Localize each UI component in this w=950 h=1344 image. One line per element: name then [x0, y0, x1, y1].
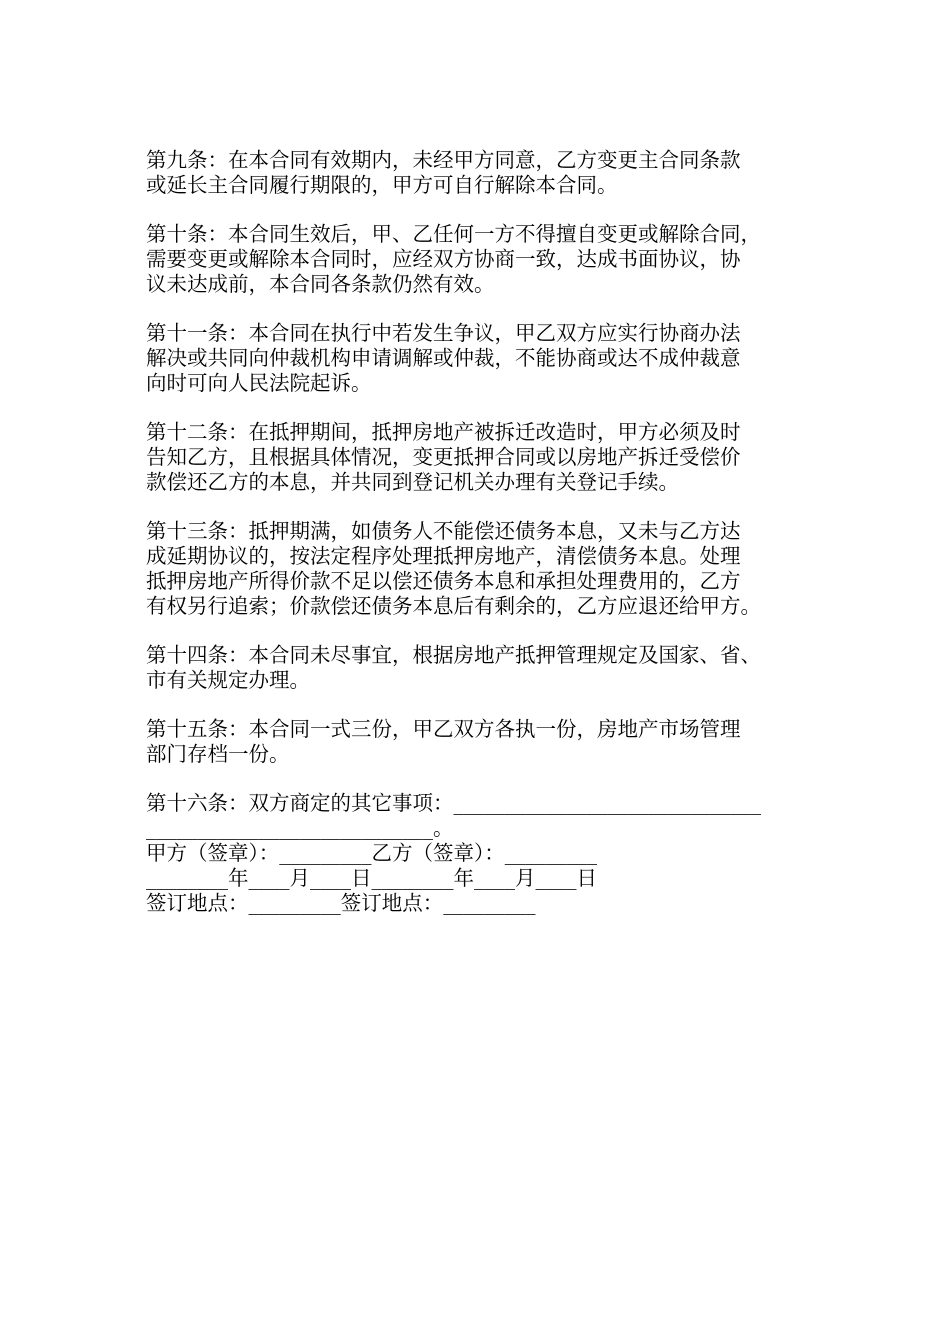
- clause-line: 需要变更或解除本合同时，应经双方协商一致，达成书面协议，协: [146, 247, 741, 271]
- clause-line: 向时可向人民法院起诉。: [146, 371, 372, 395]
- other-matters-continuation: ____________________________。: [146, 816, 454, 840]
- clause-15: [146, 717, 826, 767]
- clause-line: 市有关规定办理。: [146, 668, 310, 692]
- party-signatures: 甲方（签章）：_________乙方（签章）：_________: [146, 841, 597, 865]
- clause-12: [146, 420, 826, 495]
- clause-line: 告知乙方，且根据具体情况，变更抵押合同或以房地产拆迁受偿价: [146, 445, 741, 469]
- clause-line: 议未达成前，本合同各条款仍然有效。: [146, 272, 495, 296]
- clause-9: [146, 148, 826, 198]
- clause-line: 或延长主合同履行期限的，甲方可自行解除本合同。: [146, 173, 618, 197]
- clause-line: 第十一条：本合同在执行中若发生争议，甲乙双方应实行协商办法: [146, 321, 741, 345]
- clause-line: 第十三条：抵押期满，如债务人不能偿还债务本息，又未与乙方达: [146, 519, 741, 543]
- clause-line: 抵押房地产所得价款不足以偿还债务本息和承担处理费用的，乙方: [146, 569, 741, 593]
- clause-line: 第九条：在本合同有效期内，未经甲方同意，乙方变更主合同条款: [146, 148, 741, 172]
- clause-10: [146, 222, 826, 297]
- clause-line: 有权另行追索；价款偿还债务本息后有剩余的，乙方应退还给甲方。: [146, 594, 761, 618]
- signing-dates: ________年____月____日________年____月____日: [146, 866, 597, 890]
- clause-line: 第十条：本合同生效后，甲、乙任何一方不得擅自变更或解除合同，: [146, 222, 761, 246]
- clause-line: 解决或共同向仲裁机构申请调解或仲裁，不能协商或达不成仲裁意: [146, 346, 741, 370]
- clause-14: [146, 643, 826, 693]
- clause-11: [146, 321, 826, 396]
- clause-line: 第十五条：本合同一式三份，甲乙双方各执一份，房地产市场管理: [146, 717, 741, 741]
- signing-places: 签订地点：_________签订地点：_________: [146, 891, 536, 915]
- other-matters-line: 第十六条：双方商定的其它事项：______________________________: [146, 791, 761, 815]
- clause-line: 部门存档一份。: [146, 742, 290, 766]
- clause-line: 成延期协议的，按法定程序处理抵押房地产，清偿债务本息。处理: [146, 544, 741, 568]
- clause-line: 第十二条：在抵押期间，抵押房地产被拆迁改造时，甲方必须及时: [146, 420, 741, 444]
- clause-line: 款偿还乙方的本息，并共同到登记机关办理有关登记手续。: [146, 470, 679, 494]
- clause-line: 第十四条：本合同未尽事宜，根据房地产抵押管理规定及国家、省、: [146, 643, 761, 667]
- contract-body: [146, 148, 826, 916]
- signature-block: [146, 791, 826, 916]
- clause-13: [146, 519, 826, 619]
